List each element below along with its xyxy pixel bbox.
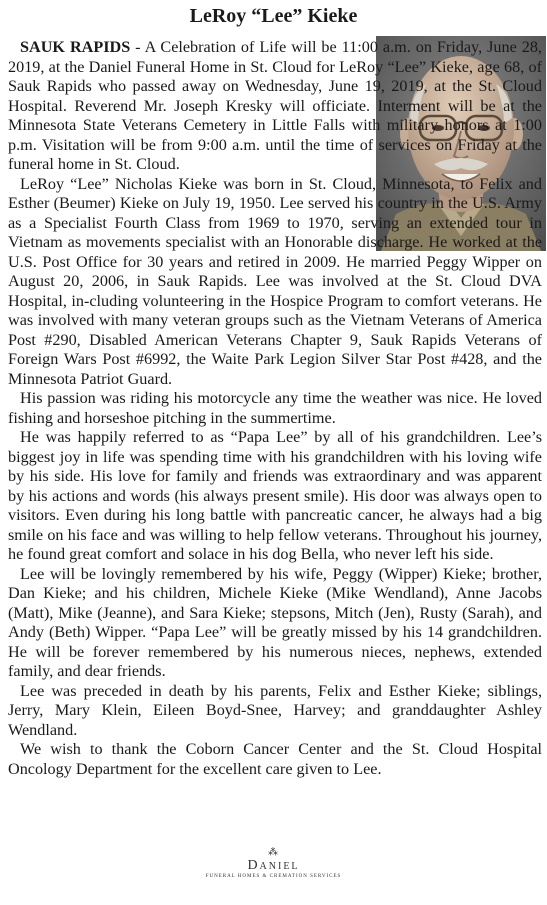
paragraph-biography: LeRoy “Lee” Nicholas Kieke was born in St. Cloud, Minnesota, to Felix and Esther (Beumer) Kieke on July 19, 1950. Lee served his country in the U.S. Army as a Specialist Fourth Class from 1969 to 1970, serving an extended tour in Vietnam as movements specialist with an Honorable discharge. He worked at the U.S. Post Office for 30 years and retired in 2009. He married Peggy Wipper on August 20, 2006, in Sauk Rapids. Lee was involved at the St. Cloud DVA Hospital, in-cluding volunteering in the Hospice Program to comfort veterans. He was involved with many veteran groups such as the Vietnam Veterans of America Post #290, Disabled American Veterans Chapter 9, Sauk Rapids Veterans of Foreign Wars Post #6992, the Waite Park Legion Silver Star Post #428, and the Minnesota Patriot Guard.	[8, 174, 542, 388]
paragraph-preceded: Lee was preceded in death by his parents, Felix and Esther Kieke; siblings, Jerry, Mary Klein, Eileen Boyd-Snee, Harvey; and granddaughter Ashley Wendland.	[8, 681, 542, 739]
logo-name: Daniel	[247, 858, 300, 873]
dateline: SAUK RAPIDS	[20, 38, 131, 56]
paragraph-text: - A Celebration of Life will be 11:00 a.m. on Friday, June 28, 2019, at the Daniel Funeral Home in St. Cloud for LeRoy “Lee” Kieke, age 68, of Sauk Rapids who passed away on Wednesday, June 19, 2019, at the St. Cloud Hospital. Reverend Mr. Joseph Kresky will officiate. Interment will be at the Minnesota State Veterans Cemetery in Little Falls with military honors at 1:00 p.m. Visitation will be from 9:00 a.m. until the time of services on Friday at the funeral home in St. Cloud.	[8, 38, 542, 173]
funeral-home-logo	[0, 848, 547, 880]
paragraph-announcement	[8, 38, 542, 175]
paragraph-thanks: We wish to thank the Coborn Cancer Center and the St. Cloud Hospital Oncology Department for the excellent care given to Lee.	[8, 740, 542, 778]
logo-emblem-icon: ⁂	[268, 847, 279, 858]
obituary-headline: LeRoy “Lee” Kieke	[189, 5, 358, 27]
obituary-body	[8, 38, 542, 779]
paragraph-family-life: He was happily referred to as “Papa Lee” by all of his grandchildren. Lee’s biggest joy in life was spending time with his grandchildren with his loving wife by his side. His love for family and friends was extraordinary and was apparent by his actions and words (his always present smile). His door was always open to visitors. Even during his long battle with pancreatic cancer, he always had a big smile on his face and was willing to help fellow veterans. Throughout his journey, he found great comfort and solace in his dog Bella, who never left his side.	[8, 428, 542, 563]
paragraph-hobbies: His passion was riding his motorcycle any time the weather was nice. He loved fishing and horseshoe pitching in the summertime.	[8, 389, 542, 427]
logo-tagline: FUNERAL HOMES & CREMATION SERVICES	[205, 874, 342, 879]
paragraph-survivors: Lee will be lovingly remembered by his wife, Peggy (Wipper) Kieke; brother, Dan Kieke; and his children, Michele Kieke (Mike Wendland), Anne Jacobs (Matt), Mike (Jeanne), and Sara Kieke; stepsons, Mitch (Jen), Rusty (Sarah), and Andy (Beth) Wipper. “Papa Lee” will be greatly missed by his 14 grandchildren. He will be forever remembered by his numerous nieces, nephews, extended family, and dear friends.	[8, 564, 542, 680]
